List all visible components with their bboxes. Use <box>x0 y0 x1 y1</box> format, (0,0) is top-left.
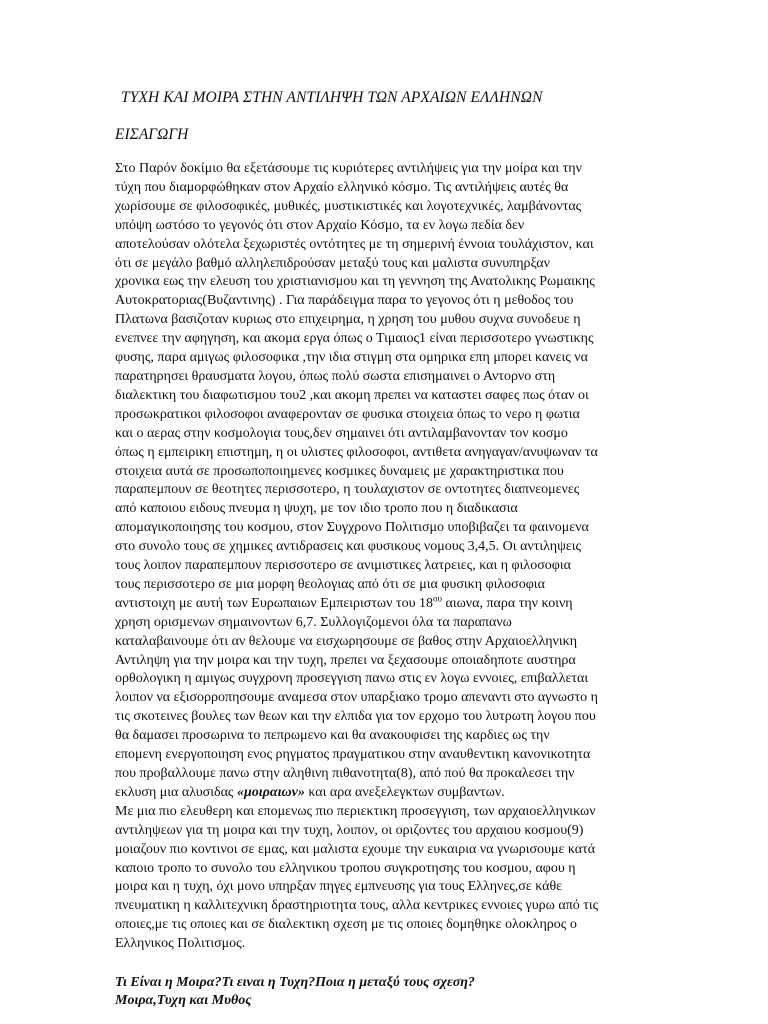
document-title: ΤΥΧΗ ΚΑΙ ΜΟΙΡΑ ΣΤΗΝ ΑΝΤΙΛΗΨΗ ΤΩΝ ΑΡΧΑΙΩΝ ΕΛΛΗΝΩΝ <box>121 89 543 106</box>
question-line-2: Μοιρα,Τυχη και Μυθος <box>115 993 252 1009</box>
body-line-text: πνευματικη η καλλιτεχνικη δραστηριοτητα τους, αλλα κεντρικες εννοιες γυρω από τις <box>115 898 599 914</box>
body-line <box>115 387 648 406</box>
body-line <box>115 330 648 349</box>
body-line-text: αντιληψεων για τη μοιρα και την τυχη, λοιπον, οι οριζοντες του αρχαιου κοσμου(9) <box>115 822 584 838</box>
body-line-text: απομαγικοποιησης του κοσμου, στον Συγχρονο Πολιτισμο υποβιβαζει τα φαινομενα <box>115 520 589 536</box>
body-line <box>115 670 648 689</box>
body-line <box>115 727 648 746</box>
body-line-text: όπως η εμπειρικη επιστημη, η οι υλιστες φιλοσοφοι, αντιθετα ανηγαγαν/ανυψωναν τα <box>115 444 598 460</box>
body-line-text: που προβαλλουμε πανω στην αληθινη πιθανοτητα(8), από πού θα προκαλεσει την <box>115 766 575 781</box>
body-line <box>115 273 648 292</box>
body-line <box>115 803 648 822</box>
body-line-text: χρηση ορισμενων σημαινοντων 6,7. Συλλογιζομενοι όλα τα παραπανω <box>115 614 512 630</box>
body-line-text: και ο αερας στην κοσμολογια τους,δεν σημαινει ότι αντιλαμβανονταν τον κοσμο <box>115 425 568 441</box>
body-line-text: χωρίσουμε σε φιλοσοφικές, μυθικές, μυστικιστικές και λογοτεχνικές, λαμβάνοντας <box>115 198 582 214</box>
emphasis-word: «μοιραιων» <box>236 784 305 800</box>
body-line <box>115 292 648 311</box>
body-line-text: ενεπνεε την αφηγηση, και ακομα εργα όπως ο Τιμαιος1 είναι περισσοτερο γνωστικης <box>115 331 594 347</box>
body-line <box>115 576 648 595</box>
body-line-text: αποτελούσαν ολότελα ξεχωριστές οντότητες με τη σημερινή έννοια τουλάχιστον, και <box>115 236 594 252</box>
body-line-text: από καποιου ειδους πνευμα η ψυχη, με τον ιδιο τροπο που η διαδικασια <box>115 501 518 517</box>
body-line <box>115 935 648 954</box>
body-line <box>115 368 648 387</box>
body-line <box>115 444 648 463</box>
body-line <box>115 160 648 179</box>
body-line <box>115 179 648 198</box>
body-line <box>115 425 648 444</box>
body-line <box>115 481 648 500</box>
body-line-text: καταλαβαινουμε ότι αν θελουμε να εισχωρησουμε σε βαθος στην Αρχαιοελληνικη <box>115 633 578 649</box>
body-line-text: διαλεκτικη του διαφωτισμου του2 ,και ακομη πρεπει να καταστει σαφες πως όταν οι <box>115 387 589 403</box>
body-line <box>115 878 648 897</box>
question-line-1: Τι Είναι η Μοιρα?Τι ειναι η Τυχη?Ποια η μεταξύ τους σχεση? <box>115 975 475 991</box>
body-line-text: παραπεμπουν σε θεοτητες περισσοτερο, η τουλαχιστον σε οντοτητες διαπνεομενες <box>115 482 580 498</box>
body-line-text: τις σκοτεινες βουλες των θεων και την ελπιδα για τον ερχομο του λυτρωτη λογου που <box>115 709 596 725</box>
body-line <box>115 595 648 614</box>
body-line <box>115 500 648 519</box>
body-line-text: τύχη που διαμορφώθηκαν στον Αρχαίο ελληνικό κόσμο. Τις αντιλήψεις αυτές θα <box>115 179 569 195</box>
body-line <box>115 538 648 557</box>
body-line <box>115 406 648 425</box>
body-line-text: στοιχεια αυτά σε προσωποποιημενες κοσμικες δυναμεις με χαρακτηριστικα που <box>115 463 564 479</box>
body-line-text: Αυτοκρατοριας(Βυζαντινης) . Για παράδειγμα παρα το γεγονος ότι η μεθοδος του <box>115 293 574 309</box>
body-line <box>115 255 648 274</box>
body-line-text: λοιπον να εξισορροπησουμε αναμεσα στον υπαρξιακο τρομο απεναντι στο αγνωστο η <box>115 690 598 706</box>
body-line-tail: και αρα ανεξελεγκτων συμβαντων. <box>304 784 505 800</box>
body-line-text: Στο Παρόν δοκίμιο θα εξετάσουμε τις κυριότερες αντιλήψεις για την μοίρα και την <box>115 161 582 176</box>
body-line-text: τους λοιπον παραπεμπουν περισσοτερο σε ανιμιστικες λατρειες, και η φιλοσοφια <box>115 558 571 574</box>
body-line-tail: αιωνα, παρα την κοινη <box>441 595 573 611</box>
body-line <box>115 897 648 916</box>
body-line-text: αντιστοιχη με αυτή των Ευρωπαιων Εμπειριστων του 18 <box>115 595 434 611</box>
body-line-text: Αντιληψη για την μοιρα και την τυχη, πρεπει να ξεχασουμε οποιαδηποτε αυστηρα <box>115 652 576 668</box>
body-line-text: καποιο τροπο το συνολο του ελληνικου τροπου συγκροτησης του κοσμου, αφου η <box>115 860 576 876</box>
superscript-ordinal: ου <box>433 594 442 604</box>
body-line-text: φυσης, παρα αμιγως φιλοσοφικα ,την ιδια στιγμη στα ομηρικα επη μπορει κανεις να <box>115 350 588 366</box>
body-line <box>115 746 648 765</box>
body-line <box>115 652 648 671</box>
body-line-text: στο συνολο τους σε χημικες αντιδρασεις και φυσικους νομους 3,4,5. Οι αντιληψεις <box>115 539 582 555</box>
body-line <box>115 841 648 860</box>
body-line <box>115 349 648 368</box>
body-line-text: ότι σε μεγάλο βαθμό αλληλεπιδρούσαν μεταξύ τους και μαλιστα συνυπηρξαν <box>115 255 550 271</box>
body-line <box>115 217 648 236</box>
body-line-text: Πλατωνα βασιζοταν κυριως στο επιχειρημα, η χρηση του μυθου συχνα συνοδευε η <box>115 312 581 328</box>
body-line-text: επομενη ενεργοποιηση ενος ρηγματος πραγματικου στην αναυθεντικη κανονικοτητα <box>115 747 591 763</box>
body-line <box>115 311 648 330</box>
body-line <box>115 236 648 255</box>
body-line-text: παρατηρησει θραυσματα λογου, όπως πολύ σωστα επισημαινει ο Αντορνο στη <box>115 368 556 384</box>
body-line-text: Με μια πιο ελευθερη και επομενως πιο περιεκτικη προσεγγιση, των αρχαιοελληνικων <box>115 803 596 819</box>
body-line-text: μοιαζουν πιο κοντινοι σε εμας, και μαλιστα εχουμε την ευκαιρια να γνωρισουμε κατά <box>115 841 596 857</box>
body-line-text: υπόψη ωστόσο το γεγονός ότι στον Αρχαίο Κόσμο, τα εν λογω πεδία δεν <box>115 217 525 233</box>
body-line <box>115 916 648 935</box>
body-line <box>115 784 648 803</box>
body-line <box>115 860 648 879</box>
question-heading <box>115 974 648 1010</box>
body-line <box>115 708 648 727</box>
body-line-text: μοιρα και η τυχη, όχι μονο υπηρξαν πηγες εμπνευσης για τους Ελληνες,σε κάθε <box>115 879 563 895</box>
section-heading-introduction: ΕΙΣΑΓΩΓΗ <box>115 126 189 143</box>
body-line-text: εκλυση μια αλυσιδας <box>115 784 237 800</box>
body-line <box>115 463 648 482</box>
body-line-text: θα δαμασει προσωρινα το πεπρωμενο και θα ανακουφισει της καρδιες ως την <box>115 728 550 744</box>
body-line <box>115 765 648 784</box>
body-line-text: ορθολογικη η αμιγως συγχρονη προσεγγιση πανω στις εν λογω εννοιες, επιβαλλεται <box>115 671 589 687</box>
body-line <box>115 614 648 633</box>
body-line <box>115 633 648 652</box>
body-line-text: τους περισσοτερο σε μια μορφη θεολογιας από ότι σε μια φυσικη φιλοσοφια <box>115 576 545 592</box>
body-line-text: οποιες,με τις οποιες και σε διαλεκτικη σχεση με τις οποιες δομηθηκε ολοκληρος ο <box>115 917 577 933</box>
body-line-text: χρονικα εως την ελευση του χριστιανισμου και τη γεννηση της Ανατολικης Ρωμαικης <box>115 274 595 290</box>
body-line <box>115 557 648 576</box>
body-text <box>115 160 648 954</box>
body-line-text: προσωκρατικοι φιλοσοφοι αναφερονταν σε φυσικα στοιχεια όπως το νερο η φωτια <box>115 406 580 422</box>
body-line <box>115 198 648 217</box>
body-line <box>115 822 648 841</box>
body-line-text: Ελληνικος Πολιτισμος. <box>115 936 246 952</box>
body-line <box>115 519 648 538</box>
body-line <box>115 689 648 708</box>
